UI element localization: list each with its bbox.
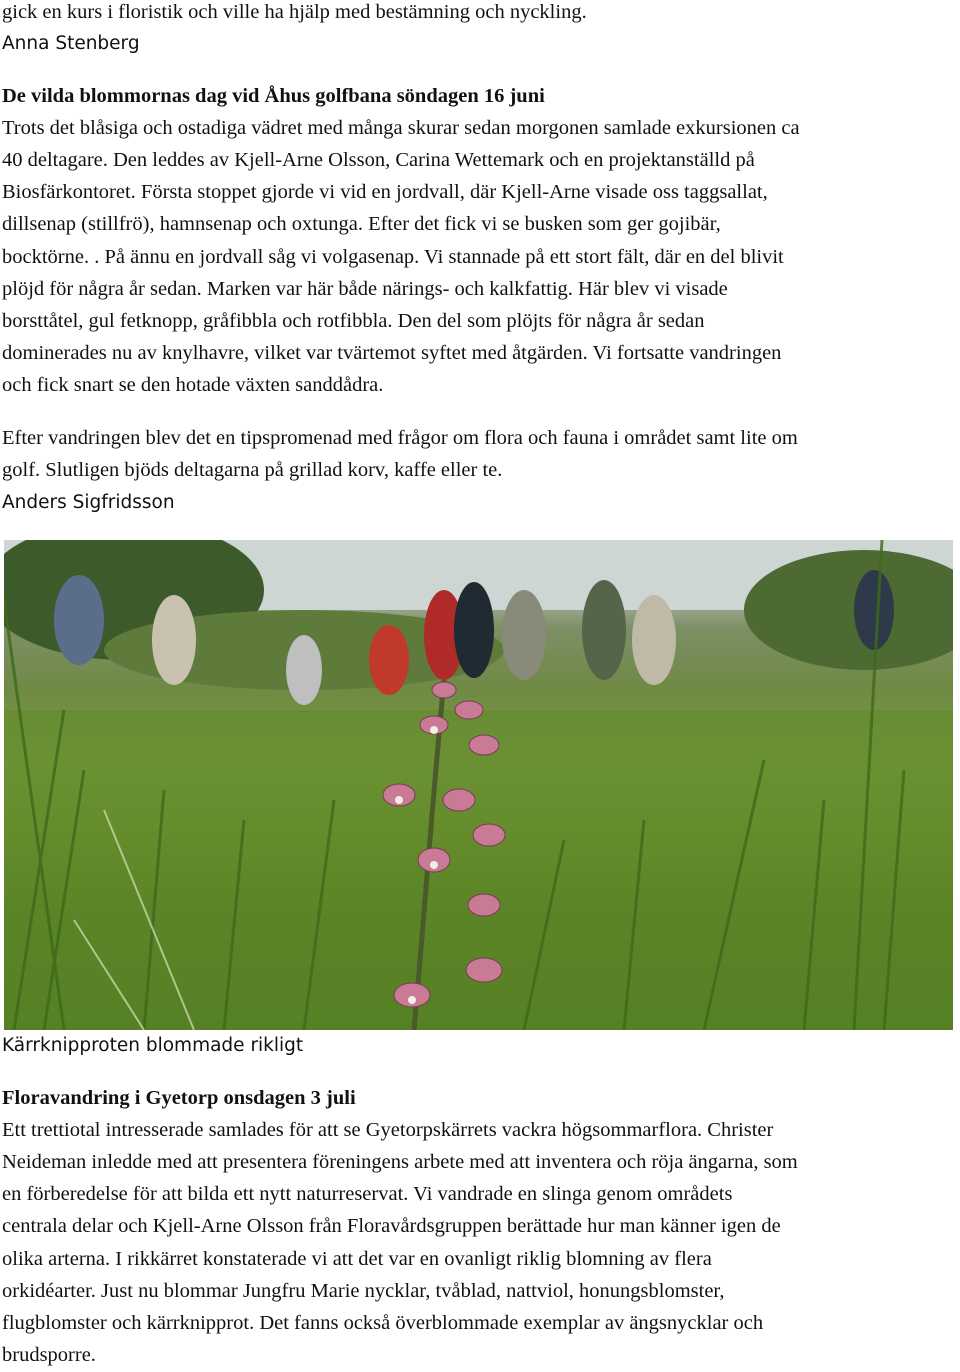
text-line: plöjd för några år sedan. Marken var här både närings- och kalkfattig. Här blev vi visade	[2, 278, 728, 300]
text-line: gick en kurs i floristik och ville ha hjälp med bestämning och nyckling.	[2, 1, 587, 23]
text-line: flugblomster och kärrknipprot. Det fanns också överblommade exemplar av ängsnycklar och	[2, 1312, 764, 1334]
author-signature: Anna Stenberg	[2, 33, 140, 54]
text-line: Ett trettiotal intresserade samlades för att se Gyetorpskärrets vackra högsommarflora. Christer	[2, 1119, 774, 1141]
text-line: dominerades nu av knylhavre, vilket var tvärtemot syftet med åtgärden. Vi fortsatte vandringen	[2, 342, 782, 364]
text-line: Trots det blåsiga och ostadiga vädret med många skurar sedan morgonen samlade exkursionen ca	[2, 117, 800, 139]
text-line: en förberedelse för att bilda ett nytt naturreservat. Vi vandrade en slinga genom områdets	[2, 1183, 733, 1205]
section-heading: Floravandring i Gyetorp onsdagen 3 juli	[2, 1087, 356, 1109]
text-line: Biosfärkontoret. Första stoppet gjorde vi vid en jordvall, där Kjell-Arne visade oss taggsallat,	[2, 181, 768, 203]
text-line: centrala delar och Kjell-Arne Olsson från Floravårdsgruppen berättade hur man känner igen de	[2, 1215, 781, 1237]
text-line: olika arterna. I rikkärret konstaterade vi att det var en ovanligt riklig blomning av flera	[2, 1248, 712, 1270]
text-line: bocktörne. . På ännu en jordvall såg vi volgasenap. Vi stannade på ett stort fält, där en del blivit	[2, 246, 784, 268]
author-signature: Anders Sigfridsson	[2, 492, 175, 513]
text-line: Neideman inledde med att presentera föreningens arbete med att inventera och röja ängarna, som	[2, 1151, 798, 1173]
text-line: 40 deltagare. Den leddes av Kjell-Arne Olsson, Carina Wettemark och en projektanställd på	[2, 149, 755, 171]
text-line: golf. Slutligen bjöds deltagarna på grillad korv, kaffe eller te.	[2, 459, 503, 481]
text-line: orkidéarter. Just nu blommar Jungfru Marie nycklar, tvåblad, nattviol, honungsblomster,	[2, 1280, 725, 1302]
text-line: och fick snart se den hotade växten sanddådra.	[2, 374, 384, 396]
text-line: Efter vandringen blev det en tipspromenad med frågor om flora och fauna i området samt lite om	[2, 427, 798, 449]
text-line: borsttåtel, gul fetknopp, gråfibbla och rotfibbla. Den del som plöjts för några år sedan	[2, 310, 705, 332]
orchid-meadow-photo	[4, 540, 953, 1030]
text-line: dillsenap (stillfrö), hamnsenap och oxtunga. Efter det fick vi se busken som ger gojibär,	[2, 213, 721, 235]
text-line: brudsporre.	[2, 1344, 96, 1366]
image-caption: Kärrknipproten blommade rikligt	[2, 1035, 304, 1056]
section-heading: De vilda blommornas dag vid Åhus golfbana söndagen 16 juni	[2, 85, 545, 107]
